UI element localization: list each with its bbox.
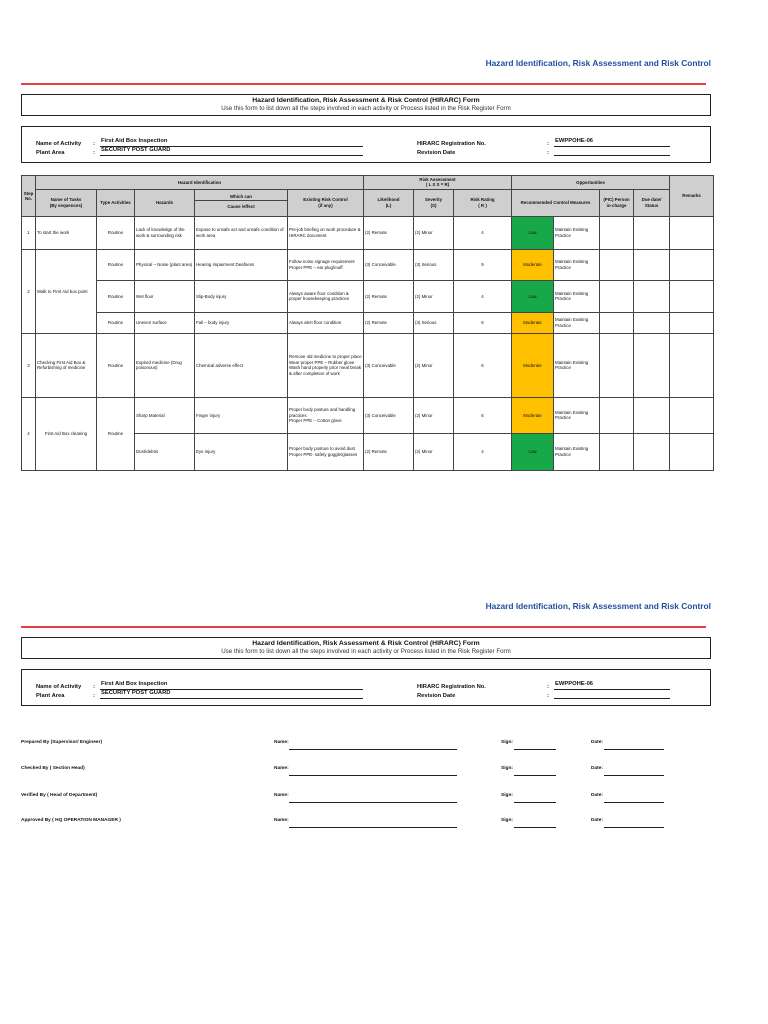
name-label: Name: <box>274 740 289 745</box>
table-row <box>22 216 714 249</box>
signoff-checked-label: Checked By ( Section Head) <box>21 766 85 771</box>
cell-effect: Finger injury <box>195 397 288 433</box>
col-recommended: Recommended Control Measures <box>512 189 600 216</box>
cell-rating: Moderate <box>512 312 554 333</box>
registration-label: HIRARC Registration No. <box>417 684 486 690</box>
area-label: Plant Area <box>36 693 65 699</box>
revision-row <box>417 146 670 156</box>
name-line[interactable] <box>289 794 457 803</box>
cell-pic <box>634 216 670 249</box>
cell-severity: (2) Minor <box>414 333 454 397</box>
cell-task: Checking First Aid Box & Refurbishing of medicine <box>36 333 97 397</box>
cell-effect: Hearing impairment Deafness <box>195 249 288 280</box>
hirarc-table <box>21 175 714 471</box>
cell-task: Walk to First Aid box point <box>36 249 97 333</box>
cell-extra <box>600 280 634 312</box>
cell-recommended: Maintain Existing Practice <box>554 397 600 433</box>
page-header-title: Hazard Identification, Risk Assessment and Risk Control <box>485 601 711 611</box>
col-type: Type Activities <box>97 189 135 216</box>
cell-rating: Low <box>512 280 554 312</box>
date-line[interactable] <box>604 741 664 750</box>
cell-due <box>670 312 714 333</box>
sign-line[interactable] <box>514 794 556 803</box>
revision-value <box>554 146 670 156</box>
cell-severity: (3) Serious <box>414 249 454 280</box>
cell-type: Routine <box>97 397 135 470</box>
sign-line[interactable] <box>514 819 556 828</box>
cell-rating: Low <box>512 216 554 249</box>
sign-label: Sign: <box>501 740 513 745</box>
cell-severity: (2) Minor <box>414 216 454 249</box>
cell-recommended: Maintain Existing Practice <box>554 333 600 397</box>
activity-info-box <box>21 126 711 163</box>
page-header-title: Hazard Identification, Risk Assessment and Risk Control <box>485 58 711 68</box>
form-title-box <box>21 637 711 659</box>
colon: : <box>547 693 549 699</box>
colon: : <box>93 141 95 147</box>
cell-recommended: Maintain Existing Practice <box>554 249 600 280</box>
table-group-header <box>22 176 714 190</box>
cell-severity: (2) Minor <box>414 397 454 433</box>
activity-value: First Aid Box Inspection <box>100 680 363 690</box>
table-row <box>22 249 714 280</box>
cell-extra <box>600 216 634 249</box>
cell-extra <box>600 312 634 333</box>
header-divider <box>21 626 706 628</box>
cell-extra <box>600 249 634 280</box>
activity-value: First Aid Box Inspection <box>100 137 363 147</box>
date-line[interactable] <box>604 819 664 828</box>
cell-step: 1 <box>22 216 36 249</box>
cell-hazard: Dust/debris <box>135 433 195 470</box>
cell-due <box>670 280 714 312</box>
cell-risk-value: 9 <box>454 249 512 280</box>
col-risk-rating: Risk Rating ( R ) <box>454 189 512 216</box>
col-pic: (PIC) Person in-charge <box>600 189 634 216</box>
cell-rating: Moderate <box>512 249 554 280</box>
cell-likelihood: (3) Conceivable <box>364 397 414 433</box>
cell-type: Routine <box>97 333 135 397</box>
cell-hazard: Uneven surface <box>135 312 195 333</box>
header-divider <box>21 83 706 85</box>
cell-effect: Slip-Body injury <box>195 280 288 312</box>
cell-rating: Moderate <box>512 333 554 397</box>
name-label: Name: <box>274 793 289 798</box>
table-row <box>22 280 714 312</box>
cell-extra <box>600 433 634 470</box>
cell-risk-value: 6 <box>454 397 512 433</box>
registration-value: EWPPOHE-06 <box>554 680 670 690</box>
cell-due <box>670 333 714 397</box>
revision-row <box>417 689 670 699</box>
cell-control: Always alert floor condition <box>288 312 364 333</box>
area-value: SECURITY POST GUARD <box>100 146 363 156</box>
date-label: Date: <box>591 766 603 771</box>
cell-control: Proper body posture to avoid dust Proper PPE- safety goggle/glasses <box>288 433 364 470</box>
form-subtitle: Use this form to list down all the steps involved in each activity or Process listed in the Risk Register Form <box>221 105 511 112</box>
cell-severity: (3) Serious <box>414 312 454 333</box>
form-title-box <box>21 94 711 116</box>
area-value: SECURITY POST GUARD <box>100 689 363 699</box>
registration-value: EWPPOHE-06 <box>554 137 670 147</box>
cell-type: Routine <box>97 280 135 312</box>
colon: : <box>547 684 549 690</box>
revision-label: Revision Date <box>417 693 456 699</box>
cell-likelihood: (2) Remote <box>364 280 414 312</box>
cell-likelihood: (3) Conceivable <box>364 249 414 280</box>
cell-control: Pre-job briefing on work procedure & HIRARC document <box>288 216 364 249</box>
colon: : <box>93 693 95 699</box>
cell-recommended: Maintain Existing Practice <box>554 280 600 312</box>
signoff-verified-label: Verified By ( Head of Department) <box>21 793 98 798</box>
cell-control: Remove old medicine to proper place Wear proper PPE – Rubber glove Wash hand properly prior meal break & after completion of work <box>288 333 364 397</box>
cell-pic <box>634 312 670 333</box>
cell-rating: Low <box>512 433 554 470</box>
table-column-header <box>22 189 714 216</box>
cell-extra <box>600 397 634 433</box>
cell-effect: Eye injury <box>195 433 288 470</box>
col-remarks: Remarks <box>670 176 714 217</box>
name-line[interactable] <box>289 767 457 776</box>
signoff-prepared-label: Prepared By (Supervisor/ Engineer) <box>21 740 103 745</box>
cell-due <box>670 249 714 280</box>
table-row <box>22 333 714 397</box>
signoff-approved-row <box>21 818 711 830</box>
cell-type: Routine <box>97 312 135 333</box>
cell-pic <box>634 433 670 470</box>
name-label: Name: <box>274 818 289 823</box>
sign-line[interactable] <box>514 767 556 776</box>
name-label: Name: <box>274 766 289 771</box>
colon: : <box>93 684 95 690</box>
cell-likelihood: (3) Conceivable <box>364 333 414 397</box>
area-row <box>36 146 363 156</box>
col-likelihood: Likelihood (L) <box>364 189 414 216</box>
date-line[interactable] <box>604 794 664 803</box>
colon: : <box>547 150 549 156</box>
cell-task: To start the work <box>36 216 97 249</box>
cell-hazard: Expired medicine (Drug poisonous) <box>135 333 195 397</box>
col-hazards: Hazards <box>135 189 195 216</box>
date-label: Date: <box>591 793 603 798</box>
cell-control: Follow noise signage requirement Proper PPE – ear plug/muff <box>288 249 364 280</box>
cell-step: 3 <box>22 333 36 397</box>
area-row <box>36 689 363 699</box>
date-label: Date: <box>591 740 603 745</box>
cell-likelihood: (2) Remote <box>364 216 414 249</box>
sign-line[interactable] <box>514 741 556 750</box>
date-line[interactable] <box>604 767 664 776</box>
cell-recommended: Maintain Existing Practice <box>554 216 600 249</box>
activity-info-box <box>21 669 711 706</box>
cell-risk-value: 6 <box>454 333 512 397</box>
activity-label: Name of Activity <box>36 684 82 690</box>
colon: : <box>547 141 549 147</box>
cell-hazard: Lack of knowledge of the work & surrounding risk <box>135 216 195 249</box>
cell-due <box>670 433 714 470</box>
cell-recommended: Maintain Existing Practice <box>554 433 600 470</box>
cell-hazard: Physical – Noise (plant area) <box>135 249 195 280</box>
signoff-prepared-row <box>21 740 711 752</box>
cell-task: First Aid Box cleaning <box>36 397 97 470</box>
col-task: Name of Tasks (By sequences) <box>36 189 97 216</box>
cell-effect: Expose to unsafe act and unsafe condition of work area <box>195 216 288 249</box>
cell-step: 4 <box>22 397 36 470</box>
registration-label: HIRARC Registration No. <box>417 141 486 147</box>
cell-risk-value: 6 <box>454 312 512 333</box>
form-subtitle: Use this form to list down all the steps involved in each activity or Process listed in the Risk Register Form <box>221 648 511 655</box>
group-hazard-identification: Hazard Identification <box>36 176 364 190</box>
cell-due <box>670 216 714 249</box>
sign-label: Sign: <box>501 818 513 823</box>
form-title: Hazard Identification, Risk Assessment & Risk Control (HIRARC) Form <box>252 97 480 104</box>
sign-label: Sign: <box>501 766 513 771</box>
name-line[interactable] <box>289 741 457 750</box>
cell-pic <box>634 333 670 397</box>
cell-likelihood: (2) Remote <box>364 312 414 333</box>
cell-effect: Fall – body injury <box>195 312 288 333</box>
sign-label: Sign: <box>501 793 513 798</box>
signoff-verified-row <box>21 793 711 805</box>
col-effect <box>195 189 288 216</box>
cell-hazard: Sharp Material <box>135 397 195 433</box>
cell-extra <box>600 333 634 397</box>
cell-pic <box>634 397 670 433</box>
name-line[interactable] <box>289 819 457 828</box>
cell-effect: Chemical adverse effect <box>195 333 288 397</box>
date-label: Date: <box>591 818 603 823</box>
activity-label: Name of Activity <box>36 141 82 147</box>
cell-risk-value: 4 <box>454 216 512 249</box>
cell-severity: (2) Minor <box>414 433 454 470</box>
cell-control: Proper body posture and handling practices Proper PPE – Cotton glove <box>288 397 364 433</box>
table-row <box>22 397 714 433</box>
revision-value <box>554 689 670 699</box>
signoff-approved-label: Approved By ( HQ OPERATION MANAGER ) <box>21 818 121 823</box>
form-title: Hazard Identification, Risk Assessment & Risk Control (HIRARC) Form <box>252 640 480 647</box>
cell-due <box>670 397 714 433</box>
cell-type: Routine <box>97 249 135 280</box>
col-due: Due date/ Status <box>634 189 670 216</box>
col-severity: Severity (S) <box>414 189 454 216</box>
cell-risk-value: 4 <box>454 433 512 470</box>
group-risk-assessment: Risk Assessment ( L X S = R) <box>364 176 512 190</box>
col-step: Step No. <box>22 176 36 217</box>
cell-risk-value: 4 <box>454 280 512 312</box>
col-which-can: Which can <box>195 193 287 201</box>
cell-control: Always aware floor condition & proper housekeeping practices <box>288 280 364 312</box>
cell-step: 2 <box>22 249 36 333</box>
revision-label: Revision Date <box>417 150 456 156</box>
cell-likelihood: (2) Remote <box>364 433 414 470</box>
cell-severity: (2) Minor <box>414 280 454 312</box>
colon: : <box>93 150 95 156</box>
cell-rating: Moderate <box>512 397 554 433</box>
cell-recommended: Maintain Existing Practice <box>554 312 600 333</box>
area-label: Plant Area <box>36 150 65 156</box>
col-existing-control: Existing Risk Control (if any) <box>288 189 364 216</box>
cell-pic <box>634 249 670 280</box>
col-cause-effect: Cause /effect <box>227 203 255 209</box>
cell-hazard: Wet floor <box>135 280 195 312</box>
cell-type: Routine <box>97 216 135 249</box>
table-row <box>22 312 714 333</box>
signoff-checked-row <box>21 766 711 778</box>
cell-pic <box>634 280 670 312</box>
group-opportunities: Opportunities <box>512 176 670 190</box>
